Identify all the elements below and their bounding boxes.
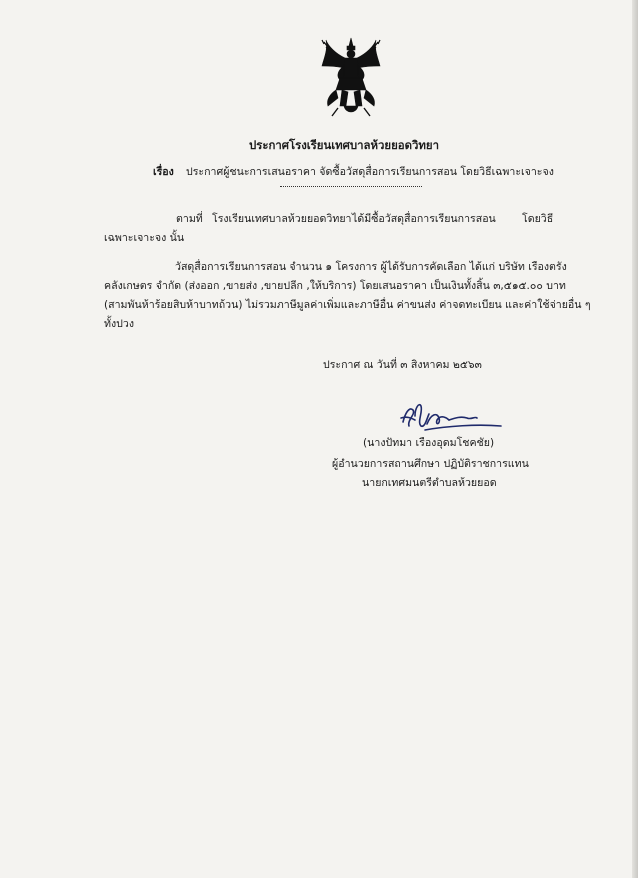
body-p2-line-2: คลังเกษตร จำกัด (ส่งออก ,ขายส่ง ,ขายปลีก ,ให้บริการ) โดยเสนอราคา เป็นเงินทั้งสิ้น ๓,๕๑๕.๐๐ บาท bbox=[104, 280, 566, 292]
signatory-position-1: ผู้อำนวยการสถานศึกษา ปฏิบัติราชการแทน bbox=[332, 458, 529, 470]
subject-text: ประกาศผู้ชนะการเสนอราคา จัดซื้อวัสดุสื่อการเรียนการสอน โดยวิธีเฉพาะเจาะจง bbox=[186, 166, 554, 178]
body-p1-purchase: ได้มีซื้อวัสดุสื่อการเรียนการสอน bbox=[352, 213, 496, 225]
announcement-title: ประกาศโรงเรียนเทศบาลห้วยยอดวิทยา bbox=[249, 138, 439, 152]
garuda-emblem-icon bbox=[318, 36, 384, 118]
body-p2-line-4: ทั้งปวง bbox=[104, 318, 135, 330]
body-p2-line-1: วัสดุสื่อการเรียนการสอน จำนวน ๑ โครงการ ผู้ได้รับการคัดเลือก ได้แก่ บริษัท เรืองตรัง bbox=[175, 261, 567, 273]
page-edge bbox=[632, 0, 638, 878]
signatory-name: (นางปัทมา เรืองอุดมโชคชัย) bbox=[363, 437, 495, 449]
signatory-position-2: นายกเทศมนตรีตำบลห้วยยอด bbox=[362, 477, 497, 489]
signature bbox=[397, 396, 507, 436]
body-p1-line-2: เฉพาะเจาะจง นั้น bbox=[104, 232, 185, 244]
body-p1-word-1: ตามที่ bbox=[176, 213, 203, 225]
body-p1-method: โดยวิธี bbox=[522, 213, 554, 225]
announce-date: ประกาศ ณ วันที่ ๓ สิงหาคม ๒๕๖๓ bbox=[323, 359, 482, 371]
dotted-separator bbox=[280, 186, 422, 187]
body-p1-school-name: โรงเรียนเทศบาลห้วยยอดวิทยา bbox=[212, 213, 352, 225]
body-p2-line-3: (สามพันห้าร้อยสิบห้าบาทถ้วน) ไม่รวมภาษีมูลค่าเพิ่มและภาษีอื่น ค่าขนส่ง ค่าจดทะเบียน และค่าใช้จ่ายอื่น ๆ bbox=[104, 299, 591, 311]
subject-label: เรื่อง bbox=[153, 166, 174, 178]
